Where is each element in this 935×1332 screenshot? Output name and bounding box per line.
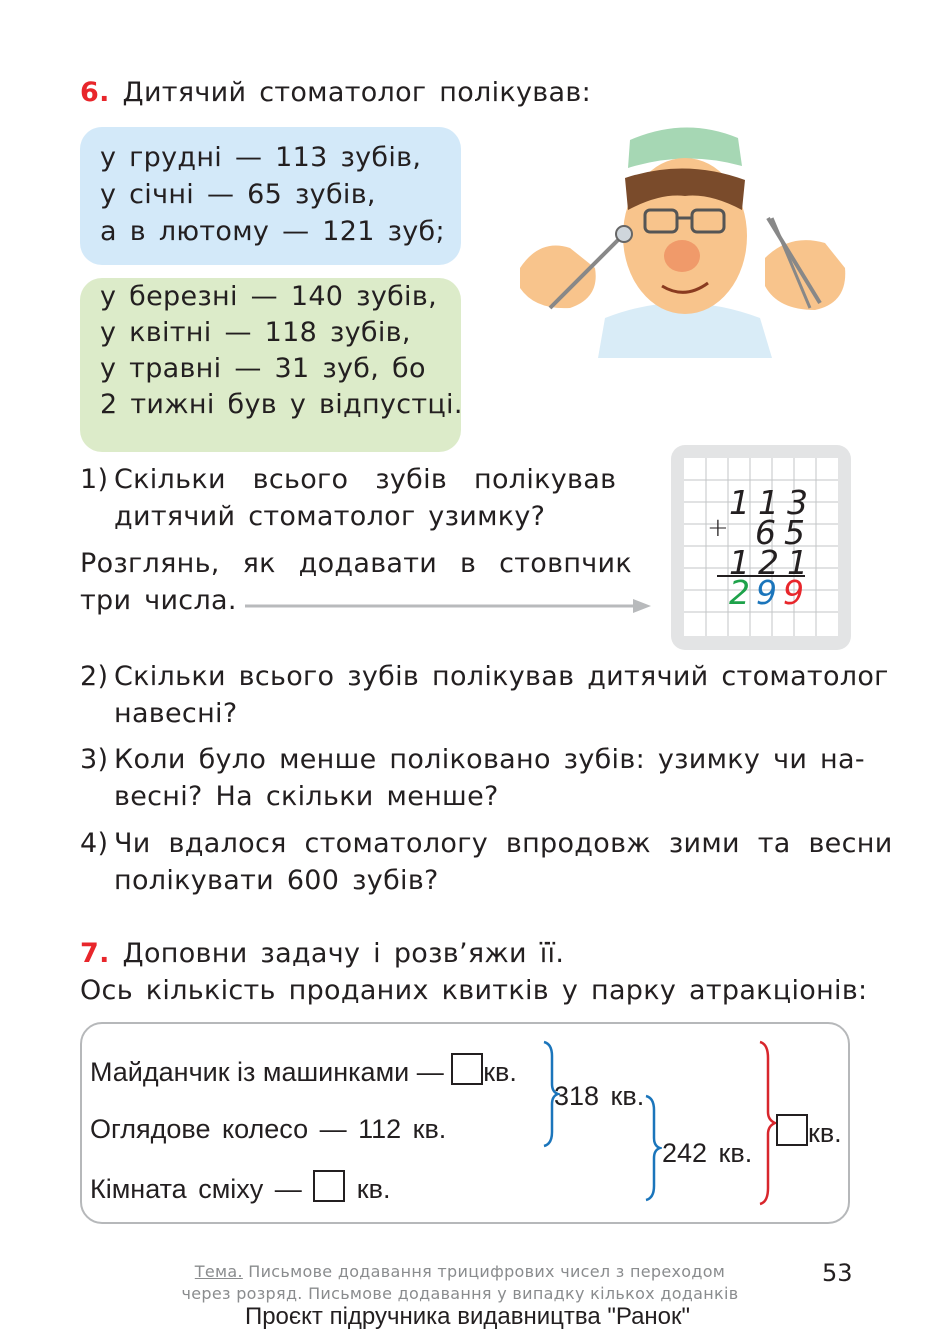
row1-label: Майданчик із машинками —: [90, 1057, 444, 1087]
winter-box: [80, 127, 461, 265]
total: [776, 1114, 842, 1152]
page-number: 53: [822, 1259, 853, 1287]
addend-row-3: 121: [729, 543, 816, 582]
row2-label: Оглядове колесо — 112 кв.: [90, 1114, 447, 1144]
footer-topic: [160, 1261, 760, 1305]
topic-line-2: через розряд. Письмове додавання у випадку кількох доданків: [181, 1284, 739, 1303]
q4-line-1: Чи вдалося стоматологу впродовж зими та весни: [114, 828, 893, 859]
task6-heading: [80, 74, 591, 111]
q2-number: 2): [80, 661, 109, 692]
project-label: Проєкт підручника видавництва "Ранок": [244, 1303, 691, 1330]
arrow-right-icon: [245, 596, 655, 616]
winter-line-1: у грудні — 113 зубів,: [100, 142, 422, 173]
total-unit: кв.: [808, 1118, 842, 1148]
row3-unit: кв.: [356, 1174, 391, 1204]
q4-line-2: полікувати 600 зубів?: [114, 865, 439, 896]
total-answer-box[interactable]: [776, 1114, 808, 1146]
hint-line-1: Розглянь, як додавати в стовпчик: [80, 548, 632, 579]
q1-line-1: Скільки всього зубів полікував: [114, 464, 617, 495]
result-row: [729, 573, 805, 612]
brace1-value: 318 кв.: [554, 1081, 645, 1111]
brace-2-icon: [642, 1094, 662, 1202]
row1-answer-box[interactable]: [451, 1053, 483, 1085]
task7-number: 7.: [80, 938, 110, 969]
brace2-value: 242 кв.: [662, 1138, 753, 1168]
task7-subtitle: Ось кількість проданих квитків у парку атракціонів:: [80, 975, 868, 1006]
winter-line-2: у січні — 65 зубів,: [100, 179, 376, 210]
spring-line-3: у травні — 31 зуб, бо: [100, 353, 426, 384]
q3-number: 3): [80, 744, 109, 775]
row3-label: Кімната сміху —: [90, 1174, 302, 1204]
dentist-illustration-icon: [510, 118, 855, 358]
task6-title: Дитячий стоматолог полікував:: [122, 77, 591, 108]
q4-number: 4): [80, 828, 109, 859]
task7-heading: [80, 935, 564, 972]
topic-line-1: Письмове додавання трицифрових чисел з переходом: [248, 1262, 726, 1281]
task7-title: Доповни задачу і розв’яжи її.: [122, 938, 565, 969]
addend-row-2: 65: [755, 513, 813, 552]
spring-line-1: у березні — 140 зубів,: [100, 281, 437, 312]
q3-line-1: Коли було менше поліковано зубів: узимку чи на-: [114, 744, 865, 775]
q1-number: 1): [80, 464, 109, 495]
result-digit-ones: 9: [783, 573, 804, 612]
winter-line-3: а в лютому — 121 зуб;: [100, 216, 445, 247]
row3-answer-box[interactable]: [313, 1170, 345, 1202]
spring-line-2: у квітні — 118 зубів,: [100, 317, 411, 348]
row1: [90, 1053, 517, 1091]
q2-line-1: Скільки всього зубів полікував дитячий стоматолог: [114, 661, 889, 692]
topic-label: Тема.: [194, 1262, 243, 1281]
q1-line-2: дитячий стоматолог узимку?: [114, 501, 546, 532]
row3: [90, 1170, 390, 1208]
plus-sign: +: [707, 513, 729, 543]
spring-line-4: 2 тижні був у відпустці.: [100, 389, 463, 420]
q2-line-2: навесні?: [114, 698, 238, 729]
row1-unit: кв.: [483, 1057, 517, 1087]
task6-number: 6.: [80, 77, 110, 108]
brace-total-icon: [756, 1040, 778, 1206]
addend-row-1: 113: [729, 483, 816, 522]
q3-line-2: весні? На скільки менше?: [114, 781, 499, 812]
spring-box: [80, 278, 461, 452]
column-addition-card: [671, 445, 851, 650]
result-digit-hundreds: 2: [729, 573, 750, 612]
hint-line-2: три числа.: [80, 585, 237, 616]
result-digit-tens: 9: [756, 573, 777, 612]
